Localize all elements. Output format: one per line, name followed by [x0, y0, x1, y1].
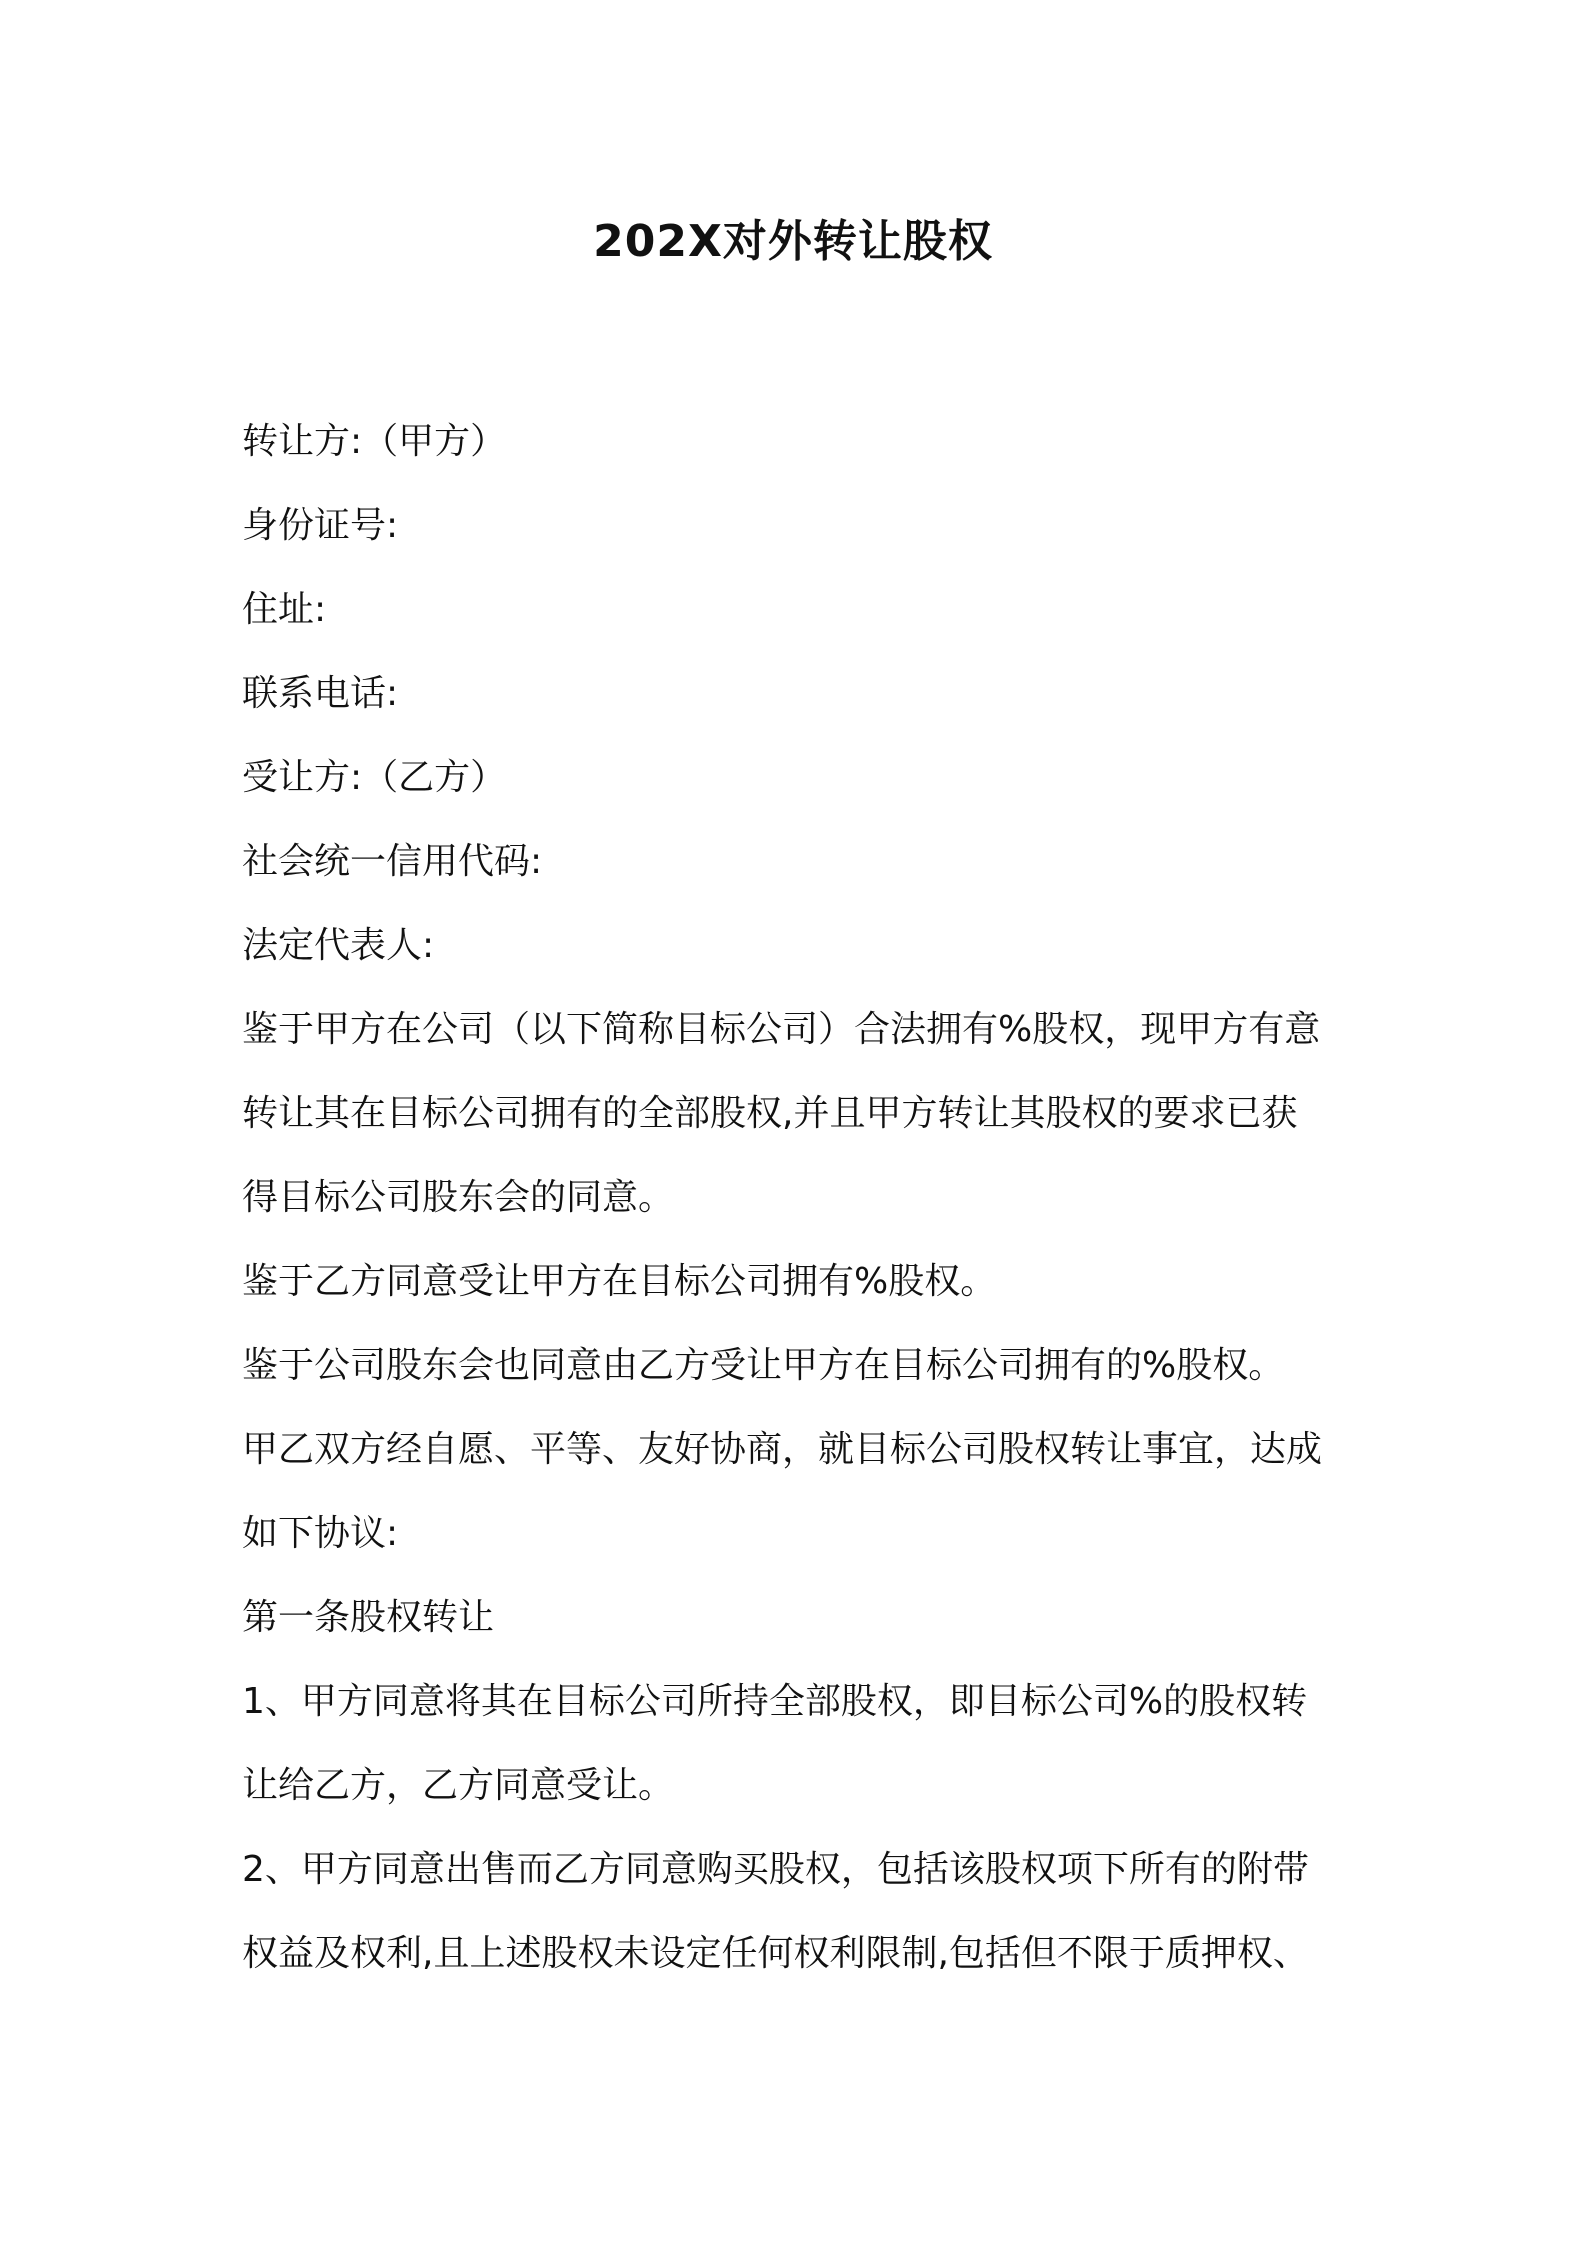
- clause-line: 1、甲方同意将其在目标公司所持全部股权，即目标公司%的股权转: [242, 1681, 1308, 1722]
- paragraph-line: 甲乙双方经自愿、平等、友好协商，就目标公司股权转让事宜，达成: [242, 1429, 1323, 1470]
- paragraph-line: 鉴于公司股东会也同意由乙方受让甲方在目标公司拥有的%股权。: [242, 1345, 1285, 1386]
- clause-line: 权益及权利,且上述股权未设定任何权利限制,包括但不限于质押权、: [242, 1933, 1309, 1974]
- document-body: [242, 400, 1354, 1996]
- field-legal-rep: 法定代表人:: [242, 925, 435, 966]
- document-title: 202X对外转让股权: [593, 216, 993, 267]
- clause-line: 让给乙方，乙方同意受让。: [242, 1765, 675, 1806]
- field-credit-code: 社会统一信用代码:: [242, 841, 543, 882]
- field-phone: 联系电话:: [242, 673, 399, 714]
- paragraph-line: 鉴于甲方在公司（以下简称目标公司）合法拥有%股权，现甲方有意: [242, 1009, 1321, 1050]
- paragraph-line: 得目标公司股东会的同意。: [242, 1177, 675, 1218]
- clause-line: 2、甲方同意出售而乙方同意购买股权，包括该股权项下所有的附带: [242, 1849, 1309, 1890]
- paragraph-line: 鉴于乙方同意受让甲方在目标公司拥有%股权。: [242, 1261, 997, 1302]
- field-transferee: 受让方:（乙方）: [242, 757, 507, 798]
- field-transferor: 转让方:（甲方）: [242, 421, 507, 462]
- field-address: 住址:: [242, 589, 327, 630]
- section-heading: 第一条股权转让: [242, 1597, 495, 1638]
- paragraph-line: 转让其在目标公司拥有的全部股权,并且甲方转让其股权的要求已获: [242, 1093, 1298, 1134]
- paragraph-line: 如下协议:: [242, 1513, 399, 1554]
- field-id-number: 身份证号:: [242, 505, 399, 546]
